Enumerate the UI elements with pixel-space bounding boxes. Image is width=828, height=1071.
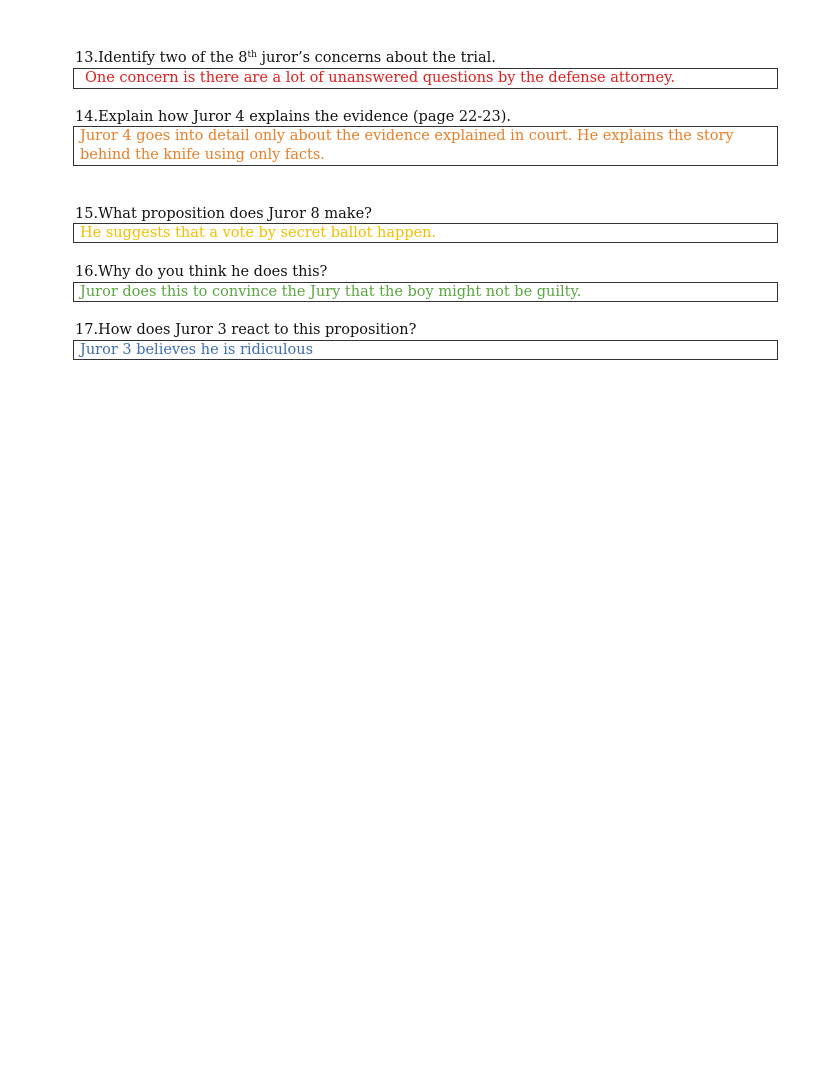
answer-box-14[interactable] xyxy=(73,126,778,166)
question-number: 14. xyxy=(75,109,99,125)
answer-box-13[interactable] xyxy=(73,68,778,89)
question-text: Why do you think he does this? xyxy=(98,264,328,280)
question-number: 17. xyxy=(75,322,99,338)
answer-text-14: Juror 4 goes into detail only about the evidence explained in court. He explains the story behind the knife using only facts. xyxy=(80,128,734,163)
answer-box-17[interactable] xyxy=(73,340,778,360)
question-15 xyxy=(75,205,372,223)
question-17 xyxy=(75,321,416,339)
answer-text-15: He suggests that a vote by secret ballot happen. xyxy=(80,225,437,241)
answer-box-15[interactable] xyxy=(73,223,778,243)
answer-box-16[interactable] xyxy=(73,282,778,302)
question-text-part: juror’s concerns about the trial. xyxy=(256,50,496,66)
answer-text-13: One concern is there are a lot of unanswered questions by the defense attorney. xyxy=(85,70,675,86)
superscript: th xyxy=(247,50,257,60)
question-16 xyxy=(75,263,327,281)
question-number: 15. xyxy=(75,206,99,222)
question-text xyxy=(98,50,496,66)
question-number: 13. xyxy=(75,50,99,66)
question-text-part: Identify two of the 8 xyxy=(98,50,248,66)
question-text: What proposition does Juror 8 make? xyxy=(98,206,372,222)
question-text: Explain how Juror 4 explains the evidence (page 22-23). xyxy=(98,109,512,125)
answer-text-16: Juror does this to convince the Jury that the boy might not be guilty. xyxy=(80,284,582,300)
question-number: 16. xyxy=(75,264,99,280)
answer-text-17: Juror 3 believes he is ridiculous xyxy=(80,342,314,358)
question-14 xyxy=(75,108,511,126)
question-13 xyxy=(75,49,496,67)
question-text: How does Juror 3 react to this proposition? xyxy=(98,322,417,338)
